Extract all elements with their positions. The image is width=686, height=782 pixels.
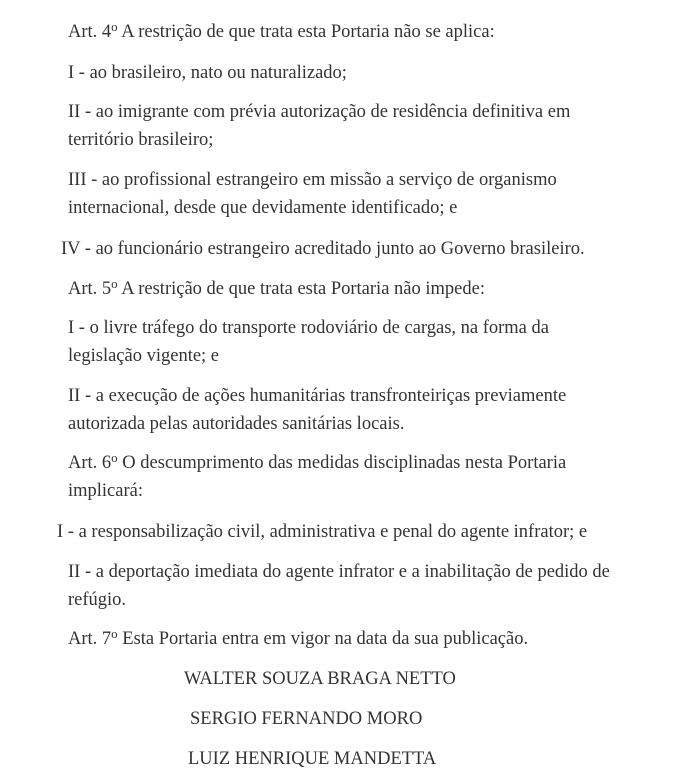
- article-number: Art. 6: [68, 453, 112, 473]
- article-text: A restrição de que trata esta Portaria não impede:: [117, 279, 485, 299]
- article-5-heading: [68, 275, 668, 303]
- signature-sergio-moro: SERGIO FERNANDO MORO: [190, 709, 423, 729]
- article-4-item-4: IV - ao funcionário estrangeiro acreditado junto ao Governo brasileiro.: [61, 239, 585, 259]
- article-7-heading: [68, 625, 678, 653]
- article-5-item-1: I - o livre tráfego do transporte rodoviário de cargas, na forma da legislação vigente; e: [68, 318, 549, 366]
- article-4-item-1: I - ao brasileiro, nato ou naturalizado;: [68, 63, 347, 83]
- article-number: Art. 7: [68, 629, 112, 649]
- article-text: A restrição de que trata esta Portaria não se aplica:: [117, 22, 495, 42]
- signature-walter-braga-netto: WALTER SOUZA BRAGA NETTO: [184, 669, 456, 689]
- signature-luiz-mandetta: LUIZ HENRIQUE MANDETTA: [188, 749, 437, 769]
- ordinal-indicator: o: [111, 276, 118, 291]
- article-6-item-1: I - a responsabilização civil, administrativa e penal do agente infrator; e: [57, 522, 588, 542]
- article-6-heading: [68, 449, 623, 505]
- article-4-heading: [68, 18, 668, 46]
- article-5-item-2: II - a execução de ações humanitárias transfronteiriças previamente autorizada pelas autoridades sanitárias locais.: [68, 386, 567, 434]
- article-6-item-2: II - a deportação imediata do agente infrator e a inabilitação de pedido de refúgio.: [68, 562, 610, 610]
- article-text: Esta Portaria entra em vigor na data da sua publicação.: [117, 629, 529, 649]
- article-4-item-2: II - ao imigrante com prévia autorização de residência definitiva em território brasileiro;: [68, 102, 571, 150]
- article-number: Art. 5: [68, 279, 112, 299]
- ordinal-indicator: o: [111, 450, 118, 465]
- article-text: O descumprimento das medidas disciplinadas nesta Portaria implicará:: [68, 453, 567, 501]
- article-number: Art. 4: [68, 22, 112, 42]
- ordinal-indicator: o: [111, 626, 118, 641]
- ordinal-indicator: o: [111, 19, 118, 34]
- article-4-item-3: III - ao profissional estrangeiro em missão a serviço de organismo internacional, desde que devidamente identificado; e: [68, 170, 557, 218]
